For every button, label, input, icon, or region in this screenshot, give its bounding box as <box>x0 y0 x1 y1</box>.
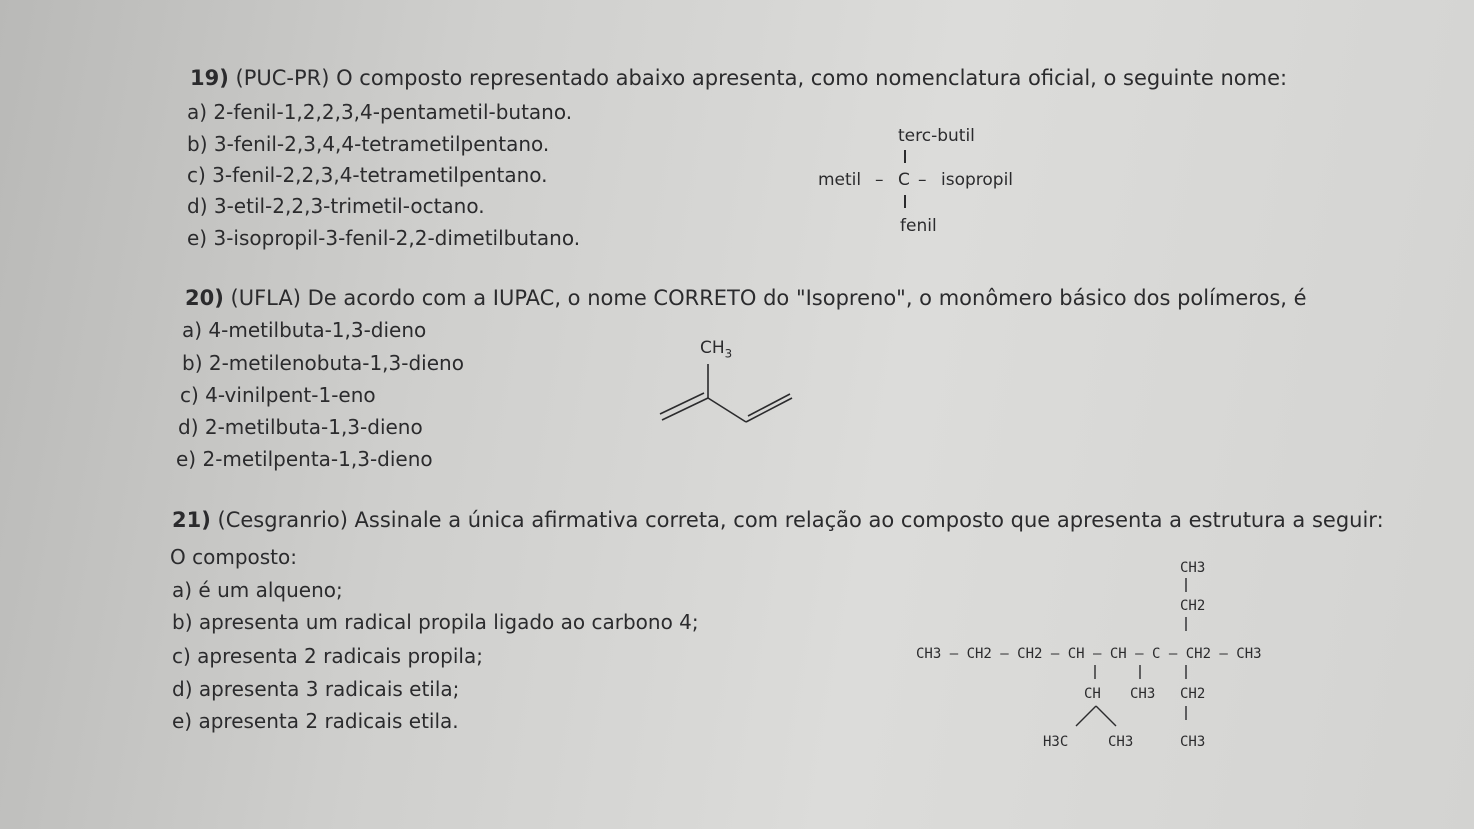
q20-ch-text: CH <box>700 338 725 358</box>
q21-bottom-ch3-mid: CH3 <box>1108 734 1134 750</box>
q20-option-a: a) 4-metilbuta-1,3-dieno <box>182 318 427 342</box>
q21-bond-5 <box>1184 665 1188 681</box>
q19-fenil: fenil <box>900 216 937 236</box>
q19-carbon: C <box>898 170 910 190</box>
q21-top-ch2: CH2 <box>1180 598 1206 614</box>
q19-option-e: e) 3-isopropil-3-fenil-2,2-dimetilbutano. <box>187 226 581 250</box>
q21-bottom-ch3-right: CH3 <box>1180 734 1206 750</box>
q21-title <box>172 508 1384 532</box>
q21-top-ch3: CH3 <box>1180 560 1206 576</box>
q20-skeleton <box>660 360 800 430</box>
q20-ch3-label <box>700 338 732 360</box>
q19-dash-left: – <box>875 170 884 190</box>
q21-bond-2 <box>1184 617 1188 633</box>
q19-title <box>190 66 1287 90</box>
q21-below-ch3: CH3 <box>1130 686 1156 702</box>
q21-main-chain: CH3 – CH2 – CH2 – CH – CH – C – CH2 – CH3 <box>916 646 1262 662</box>
q19-terc-butil: terc-butil <box>898 126 975 146</box>
q20-option-e: e) 2-metilpenta-1,3-dieno <box>176 447 433 471</box>
q21-option-a: a) é um alqueno; <box>172 578 343 602</box>
q21-bond-3 <box>1093 665 1097 681</box>
q19-number: 19) <box>190 66 229 90</box>
q21-bond-1 <box>1184 578 1188 594</box>
q20-option-b: b) 2-metilenobuta-1,3-dieno <box>182 351 464 375</box>
q19-isopropil: isopropil <box>941 170 1014 190</box>
q19-text: (PUC-PR) O composto representado abaixo apresenta, como nomenclatura oficial, o seguinte nome: <box>235 66 1288 90</box>
q21-text: (Cesgranrio) Assinale a única afirmativa correta, com relação ao composto que apresenta a estrutura a seguir: <box>217 508 1384 532</box>
q20-title <box>185 286 1307 310</box>
q21-option-d: d) apresenta 3 radicais etila; <box>172 677 460 701</box>
q20-number: 20) <box>185 286 224 310</box>
q19-bond-bottom <box>903 195 907 209</box>
q21-option-b: b) apresenta um radical propila ligado ao carbono 4; <box>172 610 699 634</box>
q19-option-c: c) 3-fenil-2,2,3,4-tetrametilpentano. <box>187 163 548 187</box>
q19-option-d: d) 3-etil-2,2,3-trimetil-octano. <box>187 194 485 218</box>
q21-option-e: e) apresenta 2 radicais etila. <box>172 709 459 733</box>
q19-dash-right: – <box>918 170 927 190</box>
q20-option-c: c) 4-vinilpent-1-eno <box>180 383 376 407</box>
q21-number: 21) <box>172 508 211 532</box>
q21-bond-6 <box>1184 706 1188 722</box>
q21-bottom-h3c: H3C <box>1043 734 1069 750</box>
q20-option-d: d) 2-metilbuta-1,3-dieno <box>178 415 423 439</box>
q21-option-c: c) apresenta 2 radicais propila; <box>172 644 483 668</box>
q21-lead: O composto: <box>170 545 297 569</box>
q19-option-a: a) 2-fenil-1,2,2,3,4-pentametil-butano. <box>187 100 573 124</box>
q21-below-ch: CH <box>1084 686 1101 702</box>
q19-bond-top <box>903 150 907 164</box>
q19-metil: metil <box>818 170 862 190</box>
q21-isopropyl-bonds <box>1060 704 1120 730</box>
q21-below-ch2: CH2 <box>1180 686 1206 702</box>
q21-bond-4 <box>1138 665 1142 681</box>
q19-option-b: b) 3-fenil-2,3,4,4-tetrametilpentano. <box>187 132 550 156</box>
q20-text: (UFLA) De acordo com a IUPAC, o nome CORRETO do "Isopreno", o monômero básico dos polímeros, é <box>230 286 1307 310</box>
q20-ch-sub: 3 <box>724 346 733 361</box>
